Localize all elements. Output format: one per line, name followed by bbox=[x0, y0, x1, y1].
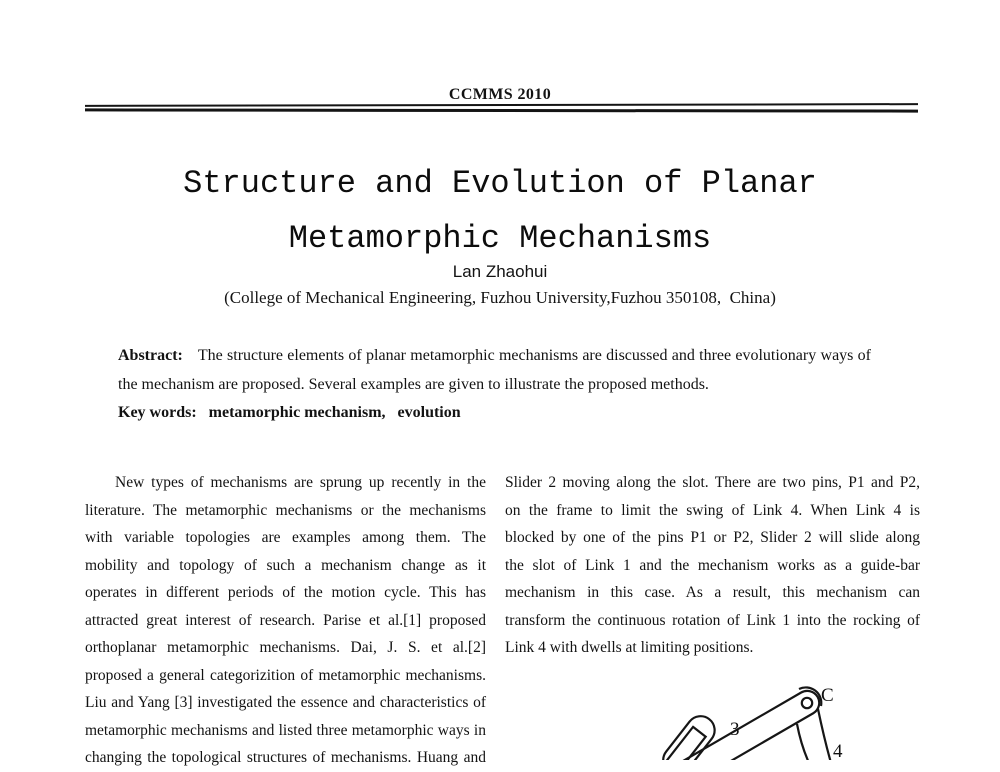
slider-block-outline bbox=[658, 711, 721, 760]
text-line: blocked by one of the pins P1 or P2, Slider 2 will slide along bbox=[505, 529, 920, 546]
text-line: transform the continuous rotation of Link 1 into the rocking of bbox=[505, 611, 920, 629]
paper-title-line-1: Structure and Evolution of Planar bbox=[183, 165, 817, 202]
link4-left-edge bbox=[797, 724, 809, 760]
link4-right-edge bbox=[818, 709, 831, 760]
abstract-text: The structure elements of planar metamorphic mechanisms are discussed and three evolutionary ways of the mechanism are proposed. Several examples are given to illustrate the proposed methods. bbox=[118, 347, 871, 393]
text-line: New types of mechanisms are sprung up recently in the bbox=[115, 474, 486, 491]
conference-header: CCMMS 2010 bbox=[448, 86, 552, 103]
left-column bbox=[85, 469, 486, 772]
text-line: attracted great interest of research. Parise et al.[1] proposed bbox=[85, 611, 486, 629]
abstract-block bbox=[118, 342, 871, 428]
text-line: Slider 2 moving along the slot. There are two pins, P1 and P2, bbox=[505, 474, 920, 491]
text-line: Liu and Yang [3] investigated the essence and characteristics of bbox=[85, 694, 486, 711]
right-column bbox=[505, 469, 920, 662]
link3-label: 3 bbox=[730, 719, 740, 740]
text-line: orthoplanar metamorphic mechanisms. Dai, J. S. et al.[2] bbox=[85, 639, 486, 656]
text-line: mobility and topology of such a mechanism change as it bbox=[85, 556, 486, 574]
author-name: Lan Zhaohui bbox=[452, 262, 548, 281]
text-line: on the frame to limit the swing of Link 4. When Link 4 is bbox=[505, 501, 920, 519]
text-line: the slot of Link 1 and the mechanism works as a guide-bar bbox=[505, 556, 920, 574]
paper-title bbox=[0, 156, 1000, 266]
affiliation: (College of Mechanical Engineering, Fuzhou University,Fuzhou 350108, China) bbox=[224, 288, 776, 307]
mechanism-figure bbox=[600, 650, 1000, 760]
text-line: metamorphic mechanisms and listed three metamorphic ways in bbox=[85, 721, 486, 739]
paper-title-line-2: Metamorphic Mechanisms bbox=[288, 220, 712, 257]
text-line: literature. The metamorphic mechanisms or the mechanisms bbox=[85, 501, 486, 519]
abstract-paragraph bbox=[118, 342, 871, 399]
keywords-line: Key words: metamorphic mechanism, evolution bbox=[118, 404, 461, 421]
joint-c-pin-icon bbox=[802, 698, 812, 708]
text-line: Link 4 with dwells at limiting positions. bbox=[505, 639, 754, 656]
text-line: operates in different periods of the motion cycle. This has bbox=[85, 584, 486, 601]
text-line: mechanism in this case. As a result, this mechanism can bbox=[505, 584, 920, 601]
text-line: changing the topological structures of mechanisms. Huang and bbox=[85, 749, 486, 766]
header-rule-thin bbox=[85, 103, 918, 107]
header-rule-thick bbox=[85, 108, 918, 112]
joint-c-label: C bbox=[821, 685, 834, 706]
text-line: proposed a general categorizition of metamorphic mechanisms. bbox=[85, 666, 486, 684]
link4-label: 4 bbox=[833, 741, 843, 760]
abstract-label: Abstract: bbox=[118, 347, 183, 364]
text-line: with variable topologies are examples among them. The bbox=[85, 529, 486, 546]
